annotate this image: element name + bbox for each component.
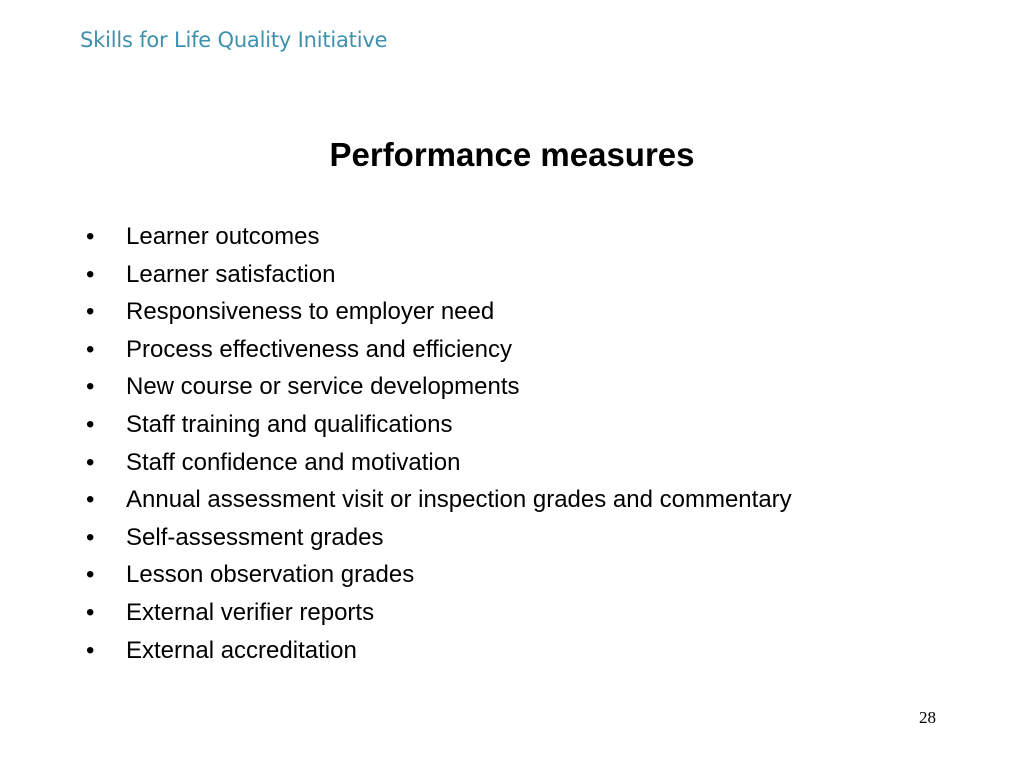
bullet-icon: • bbox=[86, 561, 95, 589]
bullet-text: Responsiveness to employer need bbox=[126, 298, 495, 326]
bullet-icon: • bbox=[86, 298, 95, 326]
bullet-icon: • bbox=[86, 223, 95, 250]
bullet-item bbox=[86, 524, 792, 562]
bullet-item bbox=[86, 373, 792, 411]
bullet-icon: • bbox=[86, 448, 95, 476]
bullet-item bbox=[86, 223, 792, 261]
page-number: 28 bbox=[919, 708, 936, 727]
bullet-item bbox=[86, 411, 792, 449]
bullet-item bbox=[86, 637, 792, 675]
bullet-item bbox=[86, 486, 792, 524]
bullet-text: Staff confidence and motivation bbox=[126, 448, 461, 476]
bullet-item bbox=[86, 298, 792, 336]
bullet-text: Self-assessment grades bbox=[126, 523, 384, 551]
bullet-item bbox=[86, 449, 792, 487]
bullet-text: Annual assessment visit or inspection grades and commentary bbox=[126, 486, 792, 514]
slide-title: Performance measures bbox=[329, 136, 695, 173]
bullet-text: Learner satisfaction bbox=[126, 260, 336, 288]
bullet-icon: • bbox=[86, 523, 95, 551]
bullet-item bbox=[86, 561, 792, 599]
bullet-text: Process effectiveness and efficiency bbox=[126, 335, 512, 363]
bullet-text: Staff training and qualifications bbox=[126, 410, 453, 438]
bullet-item bbox=[86, 336, 792, 374]
brand-header: Skills for Life Quality Initiative bbox=[80, 28, 388, 52]
bullet-text: Lesson observation grades bbox=[126, 561, 415, 589]
bullet-text: External accreditation bbox=[126, 636, 357, 664]
bullet-item bbox=[86, 261, 792, 299]
bullet-list bbox=[86, 223, 792, 674]
bullet-icon: • bbox=[86, 335, 95, 363]
bullet-icon: • bbox=[86, 636, 95, 664]
bullet-icon: • bbox=[86, 260, 95, 288]
bullet-text: Learner outcomes bbox=[126, 223, 320, 250]
bullet-text: New course or service developments bbox=[126, 373, 520, 401]
bullet-icon: • bbox=[86, 410, 95, 438]
bullet-text: External verifier reports bbox=[126, 598, 375, 626]
bullet-icon: • bbox=[86, 373, 95, 401]
bullet-icon: • bbox=[86, 486, 95, 514]
bullet-icon: • bbox=[86, 598, 95, 626]
bullet-item bbox=[86, 599, 792, 637]
